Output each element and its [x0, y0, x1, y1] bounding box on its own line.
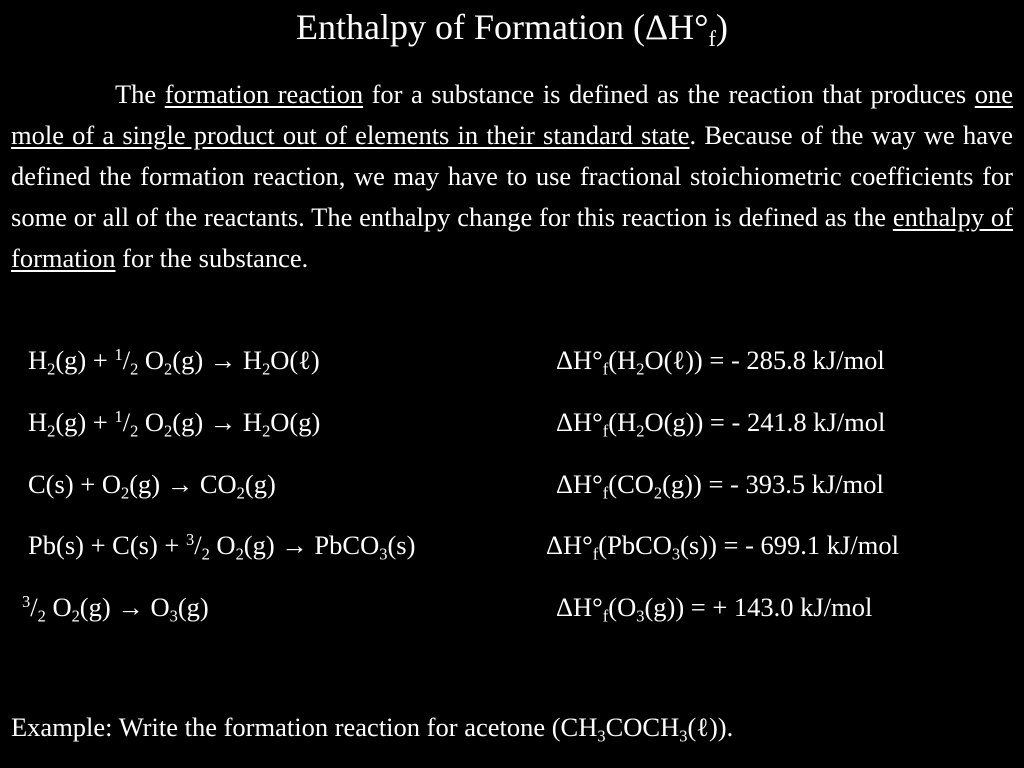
title-subscript: f [708, 26, 716, 52]
term-one-mole-definition: one mole of a single product out of elements in their standard state [11, 79, 1013, 150]
reaction-equation: $^3/_2$ $O_2(g) \to O_3(g)$ [22, 591, 209, 626]
paragraph-text: for the substance. [115, 243, 309, 273]
reaction-equation: $Pb(s) + C(s) + ^3/_2$ $O_2(g)$ → PbCO$_3$(s) [28, 529, 416, 564]
paragraph-text: . Because of the way we have defined the formation reaction, we may have to use fractional stoichiometric coefficients for some or all of the reactants. The enthalpy change for this reaction is defined as the [11, 120, 1013, 232]
term-formation-reaction: formation reaction [164, 79, 364, 109]
slide-title [0, 4, 1024, 50]
enthalpy-value: $\Delta H^\circ_f(H_2O(\ell))$ = - 285.8 kJ/mol [556, 345, 885, 379]
term-enthalpy-of-formation: enthalpy of formation [11, 202, 1013, 273]
enthalpy-value: $\Delta H^\circ_f(PbCO_3(s))$ = - 699.1 kJ/mol [546, 530, 899, 564]
title-close: ) [715, 7, 728, 47]
reaction-row [0, 525, 1024, 565]
paragraph-text: The [115, 79, 165, 109]
reaction-row [0, 464, 1024, 504]
reaction-row [0, 340, 1024, 380]
enthalpy-value: $\Delta H^\circ_f(CO_2(g))$ = - 393.5 kJ/mol [556, 469, 884, 503]
example-prompt: Example: Write the formation reaction for acetone $(CH_3COCH_3(\ell))$. [11, 712, 734, 746]
definition-paragraph [11, 74, 1013, 279]
reaction-row [0, 402, 1024, 442]
reaction-equation: $C(s) + O_2(g) \to CO_2(g)$ [28, 469, 276, 503]
enthalpy-value: $\Delta H^\circ_f(O_3(g))$ = + 143.0 kJ/mol [556, 592, 873, 626]
title-text: Enthalpy of Formation (ΔH° [296, 7, 709, 47]
enthalpy-value: $\Delta H^\circ_f(H_2O(g))$ = - 241.8 kJ/mol [556, 407, 886, 441]
reaction-equation: $H_2(g) + ^1/_2$ $O_2(g) \to H_2O(g)$ [28, 406, 321, 441]
paragraph-text: for a substance is defined as the reaction that produces [363, 79, 975, 109]
reaction-row [0, 587, 1024, 627]
reaction-equation: $H_2(g) + ^1/_2$ $O_2(g)$ → $H_2O(\ell)$ [28, 344, 320, 379]
